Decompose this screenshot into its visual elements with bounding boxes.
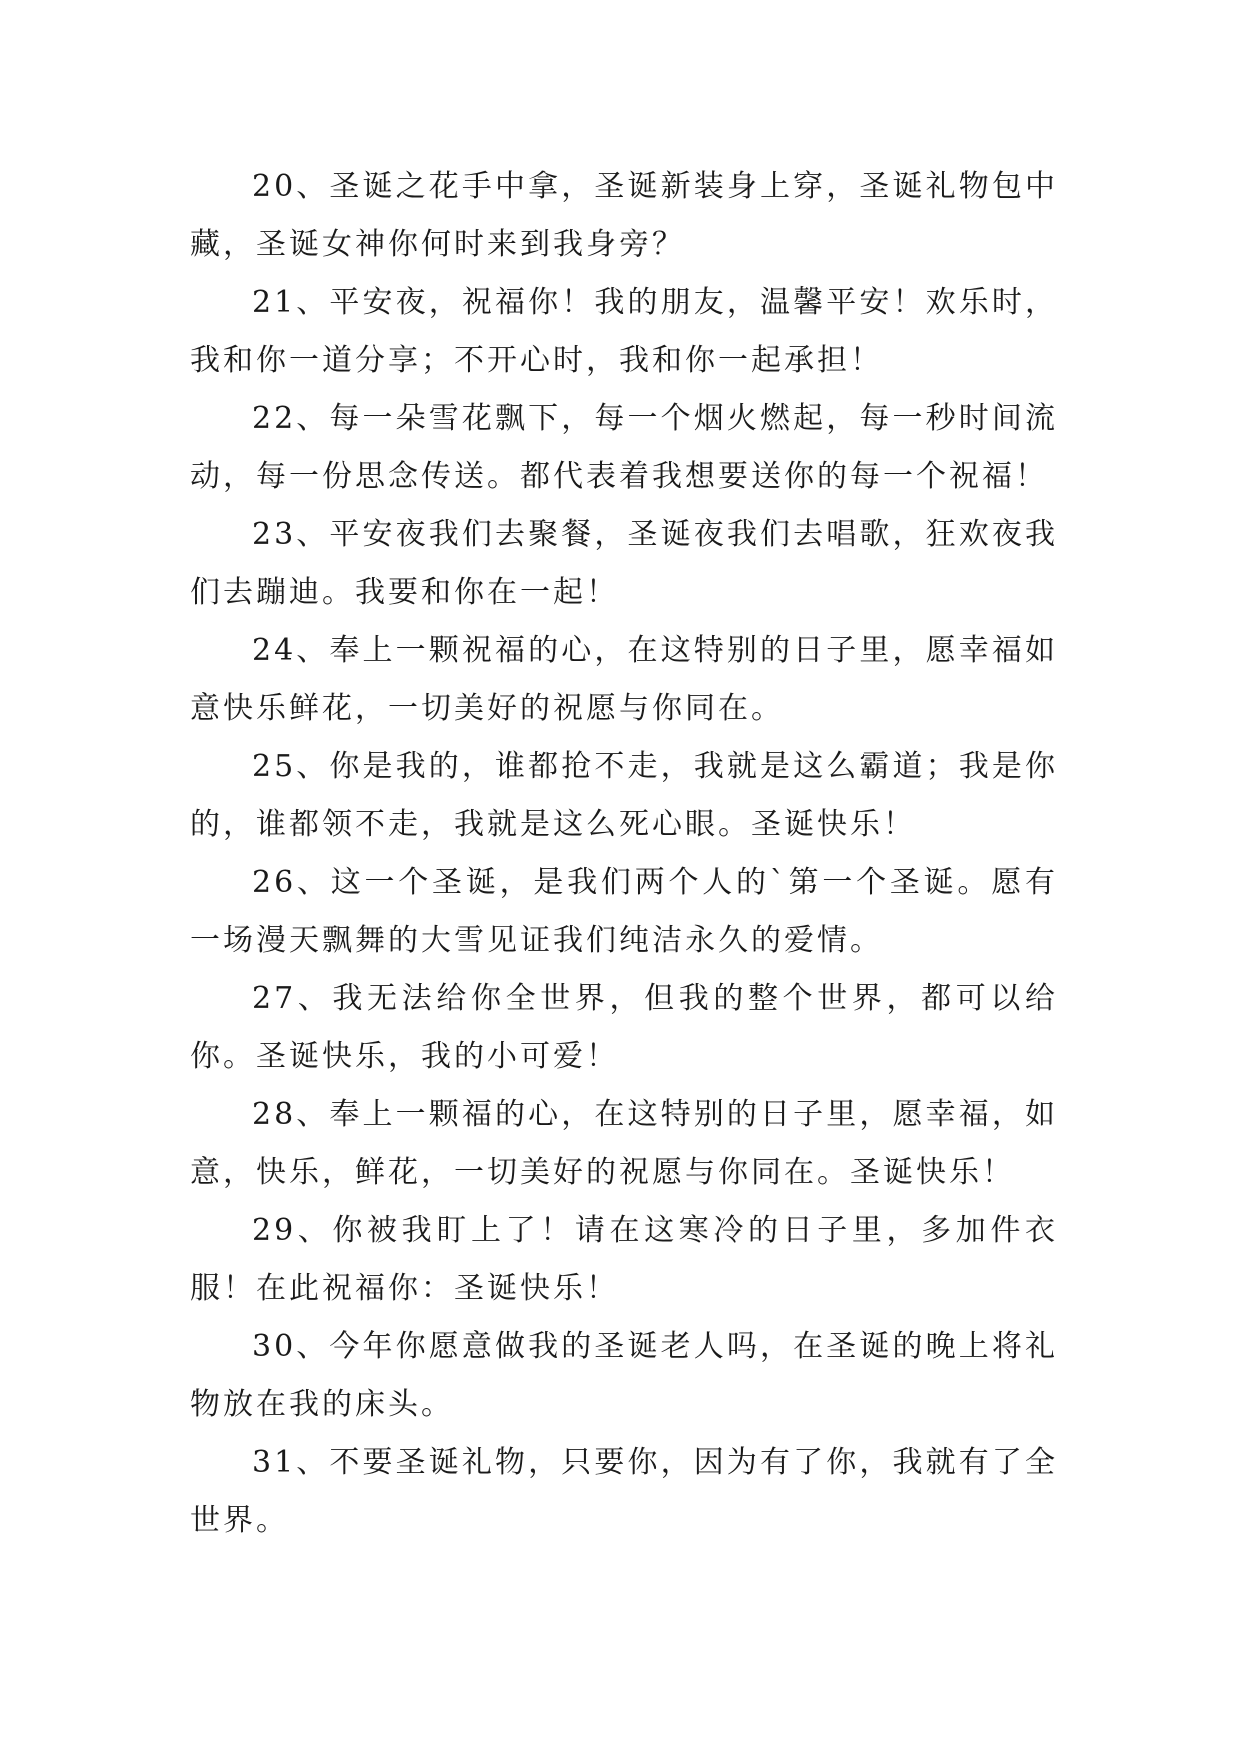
- paragraph-26: 26、这一个圣诞，是我们两个人的`第一个圣诞。愿有一场漫天飘舞的大雪见证我们纯洁永久的爱情。: [190, 865, 1058, 958]
- paragraph-27: 27、我无法给你全世界，但我的整个世界，都可以给你。圣诞快乐，我的小可爱！: [190, 981, 1058, 1074]
- paragraph-24: 24、奉上一颗祝福的心，在这特别的日子里，愿幸福如意快乐鲜花，一切美好的祝愿与你同在。: [190, 633, 1058, 726]
- document-body: [190, 158, 1058, 1550]
- paragraph-25: 25、你是我的，谁都抢不走，我就是这么霸道；我是你的，谁都领不走，我就是这么死心眼。圣诞快乐！: [190, 749, 1058, 842]
- paragraph-23: 23、平安夜我们去聚餐，圣诞夜我们去唱歌，狂欢夜我们去蹦迪。我要和你在一起！: [190, 517, 1058, 610]
- paragraph-20: 20、圣诞之花手中拿，圣诞新装身上穿，圣诞礼物包中藏，圣诞女神你何时来到我身旁？: [190, 169, 1058, 262]
- paragraph-28: 28、奉上一颗福的心，在这特别的日子里，愿幸福，如意，快乐，鲜花，一切美好的祝愿与你同在。圣诞快乐！: [190, 1097, 1058, 1190]
- paragraph-31: 31、不要圣诞礼物，只要你，因为有了你，我就有了全世界。: [190, 1445, 1058, 1538]
- paragraph-30: 30、今年你愿意做我的圣诞老人吗，在圣诞的晚上将礼物放在我的床头。: [190, 1329, 1058, 1422]
- paragraph-21: 21、平安夜，祝福你！我的朋友，温馨平安！欢乐时，我和你一道分享；不开心时，我和你一起承担！: [190, 285, 1058, 378]
- paragraph-29: 29、你被我盯上了！请在这寒冷的日子里，多加件衣服！在此祝福你：圣诞快乐！: [190, 1213, 1058, 1306]
- paragraph-22: 22、每一朵雪花飘下，每一个烟火燃起，每一秒时间流动，每一份思念传送。都代表着我想要送你的每一个祝福！: [190, 401, 1058, 494]
